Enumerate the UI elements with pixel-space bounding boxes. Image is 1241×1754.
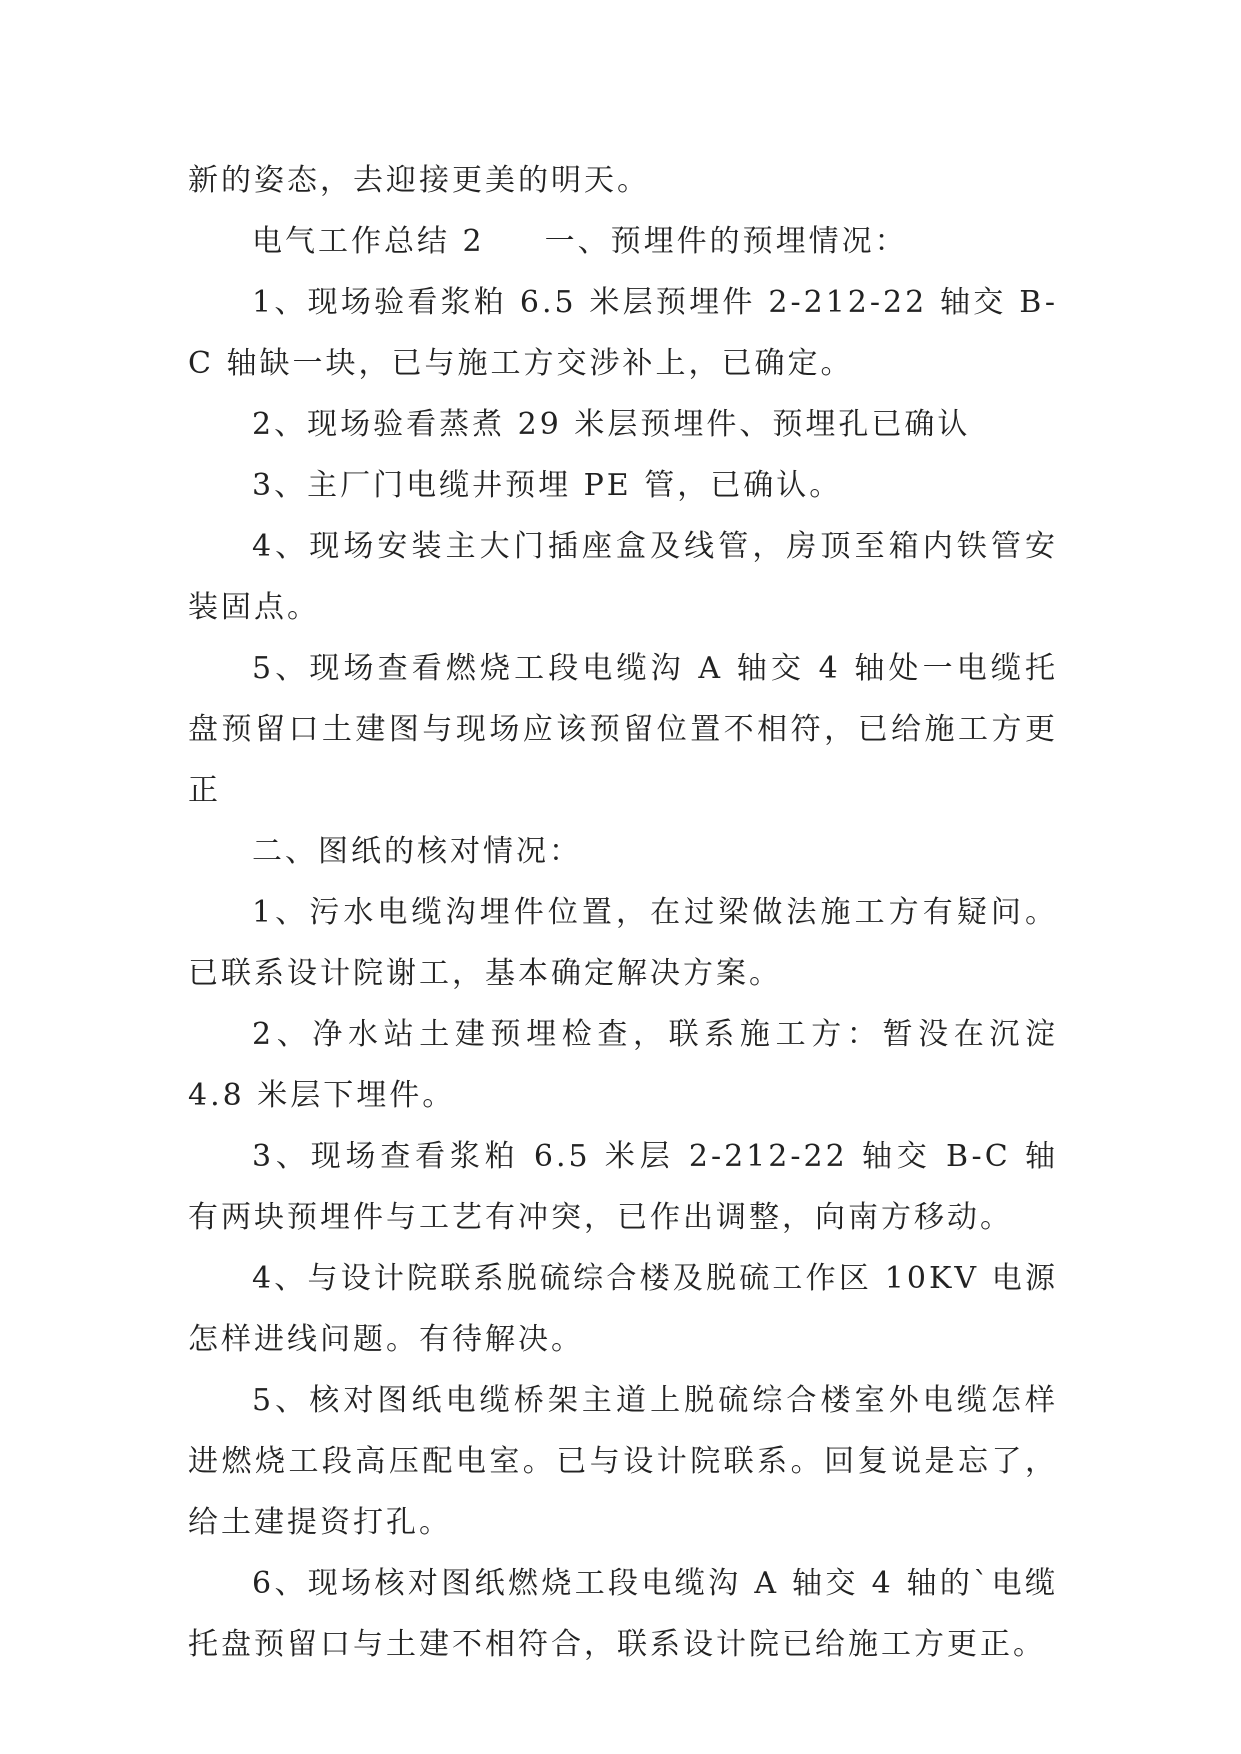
paragraph-item: 2、现场验看蒸煮 29 米层预埋件、预埋孔已确认 xyxy=(252,407,971,442)
paragraph-item: 1、污水电缆沟埋件位置，在过梁做法施工方有疑问。已联系设计院谢工，基本确定解决方案。 xyxy=(188,895,1058,991)
paragraph-item: 6、现场核对图纸燃烧工段电缆沟 A 轴交 4 轴的`电缆托盘预留口与土建不相符合，联系设计院已给施工方更正。 xyxy=(188,1566,1058,1662)
document-body xyxy=(188,150,1058,1675)
paragraph-item: 4、现场安装主大门插座盒及线管，房顶至箱内铁管安装固点。 xyxy=(188,529,1058,625)
paragraph-item: 2、净水站土建预埋检查，联系施工方：暂没在沉淀 4.8 米层下埋件。 xyxy=(188,1017,1058,1113)
paragraph-item: 3、主厂门电缆井预埋 PE 管，已确认。 xyxy=(252,468,843,503)
paragraph-item: 4、与设计院联系脱硫综合楼及脱硫工作区 10KV 电源怎样进线问题。有待解决。 xyxy=(188,1261,1058,1357)
section-one-heading: 一、预埋件的预埋情况： xyxy=(544,224,908,259)
paragraph-heading-summary xyxy=(188,211,1058,272)
paragraph-item: 5、核对图纸电缆桥架主道上脱硫综合楼室外电缆怎样进燃烧工段高压配电室。已与设计院联系。回复说是忘了，给土建提资打孔。 xyxy=(188,1383,1058,1540)
section-two-heading: 二、图纸的核对情况： xyxy=(252,834,582,869)
summary-title: 电气工作总结 2 xyxy=(252,224,485,259)
paragraph-item: 1、现场验看浆粕 6.5 米层预埋件 2-212-22 轴交 B-C 轴缺一块，已与施工方交涉补上，已确定。 xyxy=(188,285,1058,381)
paragraph-item: 5、现场查看燃烧工段电缆沟 A 轴交 4 轴处一电缆托盘预留口土建图与现场应该预留位置不相符，已给施工方更正 xyxy=(188,651,1058,808)
paragraph-item: 3、现场查看浆粕 6.5 米层 2-212-22 轴交 B-C 轴有两块预埋件与工艺有冲突，已作出调整，向南方移动。 xyxy=(188,1139,1058,1235)
paragraph-continuation: 新的姿态，去迎接更美的明天。 xyxy=(188,163,650,198)
